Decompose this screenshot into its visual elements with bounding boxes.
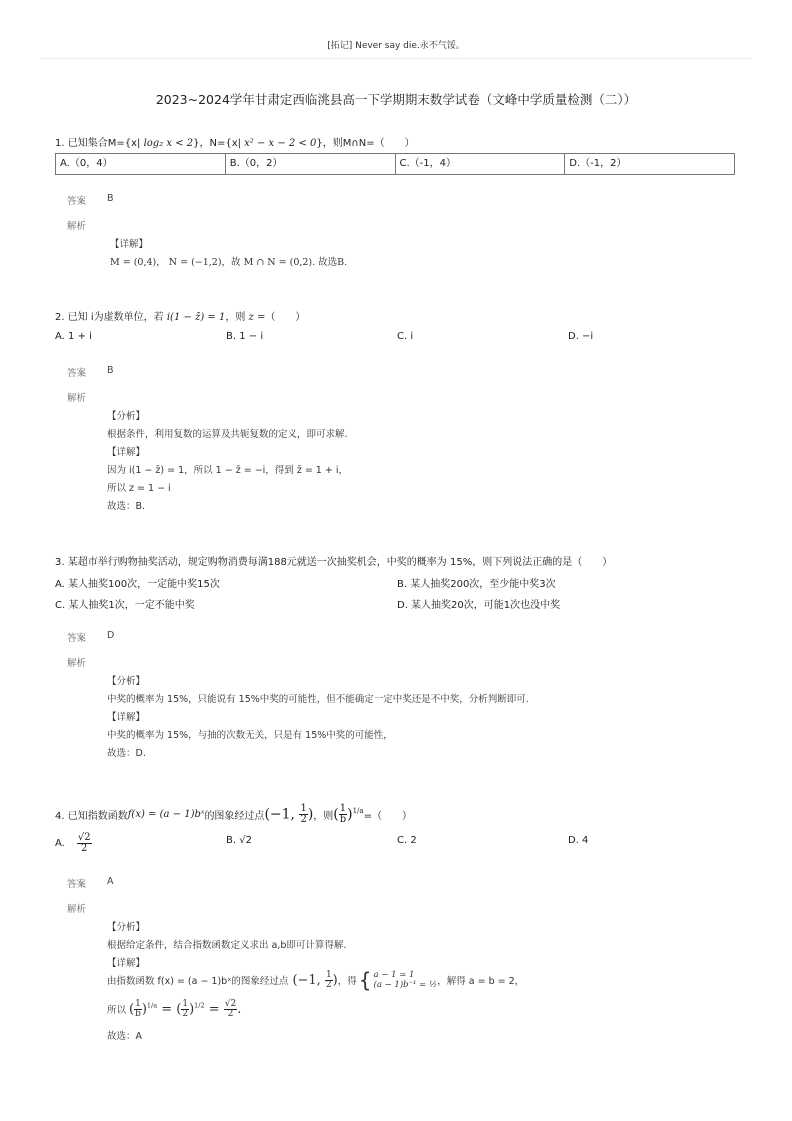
q4-option-d[interactable]: D. 4: [568, 835, 589, 846]
q2-answer-label: 答案: [67, 368, 87, 379]
q2-option-d[interactable]: D. −i: [568, 331, 594, 342]
q2-stem-part-c: （ ）: [265, 312, 306, 323]
q3-answer-label: 答案: [67, 633, 87, 644]
q1-math-2: x² − x − 2 < 0: [244, 138, 317, 149]
q1-answer-value: B: [107, 193, 114, 204]
q1-analysis-label: 解析: [67, 221, 87, 232]
q4-stem-part-b: 的图象经过点: [204, 810, 265, 822]
q3-detail-line-2: 故选：D.: [107, 748, 146, 759]
q4-detail-line-3: 故选：A: [107, 1031, 142, 1042]
q1-detail-line: M = (0,4)， N = (−1,2)，故 M ∩ N = (0,2). 故选B.: [110, 257, 348, 268]
q3-option-c[interactable]: C. 某人抽奖1次，一定不能中奖: [55, 600, 195, 611]
q1-options-table: [55, 153, 735, 175]
q1-stem-part-a: 1. 已知集合M={x|: [55, 138, 144, 149]
q2-analysis-heading: 【分析】: [107, 411, 146, 422]
q4-system-eq-1: a − 1 = 1: [373, 969, 415, 980]
q2-answer-value: B: [107, 365, 114, 376]
q2-detail-heading: 【详解】: [107, 447, 146, 458]
q3-detail-heading: 【详解】: [107, 712, 146, 723]
q1-option-c[interactable]: C.（-1，4）: [396, 154, 566, 174]
q4-option-b[interactable]: B. √2: [226, 835, 252, 846]
q4-answer-label: 答案: [67, 879, 87, 890]
q4-detail-heading: 【详解】: [107, 958, 146, 969]
header-divider: [40, 58, 752, 59]
q4-math-f: f(x) = (a − 1)bˣ: [127, 808, 205, 820]
q4-system: [374, 970, 438, 990]
q4-detail-line-1-c: ，解得 a = b = 2，: [437, 976, 525, 987]
q3-option-a[interactable]: A. 某人抽奖100次，一定能中奖15次: [55, 579, 220, 590]
q4-detail-line-2: [107, 996, 241, 1022]
q1-option-a[interactable]: A.（0，4）: [56, 154, 226, 174]
q1-answer-label: 答案: [67, 196, 87, 207]
question-2-stem: [55, 308, 305, 323]
q2-analysis-line: 根据条件，利用复数的运算及共轭复数的定义，即可求解.: [107, 429, 348, 440]
q3-analysis-line: 中奖的概率为 15%，只能说有 15%中奖的可能性，但不能确定一定中奖还是不中奖，分析判断即可.: [107, 694, 529, 705]
q4-detail-line-1-text: 由指数函数 f(x) = (a − 1)bˣ的图象经过点: [107, 976, 289, 987]
q4-option-a[interactable]: [55, 833, 92, 854]
q4-analysis-line: 根据给定条件，结合指数函数定义求出 a,b即可计算得解.: [107, 940, 347, 951]
q4-stem-part-a: 4. 已知指数函数: [55, 810, 128, 822]
q2-stem-part-b: ，则: [225, 312, 249, 323]
q4-stem-part-c: ，则: [313, 810, 334, 822]
question-1-stem: [55, 134, 415, 149]
q4-option-a-fraction: $\frac{√2}{2}$: [77, 832, 91, 854]
q2-option-a[interactable]: A. 1 + i: [55, 331, 92, 342]
q2-option-c[interactable]: C. i: [397, 331, 414, 342]
q2-stem-part-a: 2. 已知 i为虚数单位，若: [55, 312, 167, 323]
q4-analysis-label: 解析: [67, 904, 87, 915]
q1-detail-heading: 【详解】: [110, 239, 149, 250]
q4-answer-value: A: [107, 876, 114, 887]
q3-analysis-label: 解析: [67, 658, 87, 669]
q3-analysis-heading: 【分析】: [107, 676, 146, 687]
q4-detail-line-2-text: 所以: [107, 1005, 127, 1016]
q2-detail-line-1: 因为 i(1 − z̄) = 1，所以 1 − z̄ = −i，得到 z̄ = 1 + i，: [107, 465, 348, 476]
page-title: 2023~2024学年甘肃定西临洮县高一下学期期末数学试卷（文峰中学质量检测（二））: [155, 92, 637, 107]
q3-detail-line-1: 中奖的概率为 15%，与抽的次数无关，只是有 15%中奖的可能性，: [107, 730, 393, 741]
q2-detail-line-3: 故选：B.: [107, 501, 146, 512]
q4-expression: ( $\frac{1}{b}$ )$^{1/a}$: [333, 802, 364, 825]
q2-detail-line-2: 所以 z = 1 − i: [107, 483, 171, 494]
question-4-stem: [55, 800, 412, 828]
q1-option-b[interactable]: B.（0，2）: [226, 154, 396, 174]
q4-detail-line-1: [107, 967, 524, 993]
q4-system-eq-2: (a − 1)b⁻¹ = ½: [373, 980, 438, 990]
q2-analysis-label: 解析: [67, 393, 87, 404]
q4-detail-equation: ( $\frac{1}{b}$ )$^{1/a}$ = ( $\frac{1}{2}$ )$^{1/2}$ = $\frac{√2}{2}$ .: [129, 998, 242, 1019]
q2-math-1: i(1 − z̄) = 1: [166, 312, 226, 323]
q2-option-b[interactable]: B. 1 − i: [226, 331, 264, 342]
q4-detail-line-1-b: ，得: [337, 976, 357, 987]
q4-point: (−1, $\frac{1}{2}$ ): [264, 802, 314, 825]
q3-option-d[interactable]: D. 某人抽奖20次，可能1次也没中奖: [397, 600, 561, 611]
q4-detail-point: (−1, $\frac{1}{2}$ ): [292, 969, 338, 990]
q2-math-2: z =: [248, 312, 266, 323]
question-3-stem: 3. 某超市举行购物抽奖活动，规定购物消费每满188元就送一次抽奖机会，中奖的概率为 15%，则下列说法正确的是（ ）: [55, 557, 613, 568]
q4-option-a-letter: A.: [55, 838, 65, 849]
q4-stem-part-d: =（ ）: [363, 810, 412, 822]
q1-option-d[interactable]: D.（-1，2）: [569, 158, 627, 169]
q3-answer-value: D: [107, 630, 115, 641]
q3-option-b[interactable]: B. 某人抽奖200次，至少能中奖3次: [397, 579, 556, 590]
q4-analysis-heading: 【分析】: [107, 922, 146, 933]
q1-math-1: log₂ x < 2: [143, 138, 194, 149]
q4-system-brace: {: [358, 968, 372, 992]
q1-stem-part-c: }，则M∩N=（ ）: [316, 138, 415, 149]
q1-stem-part-b: }，N={x|: [193, 138, 245, 149]
q4-option-c[interactable]: C. 2: [397, 835, 417, 846]
page-header: [拓记] Never say die.永不气馁。: [327, 41, 465, 51]
